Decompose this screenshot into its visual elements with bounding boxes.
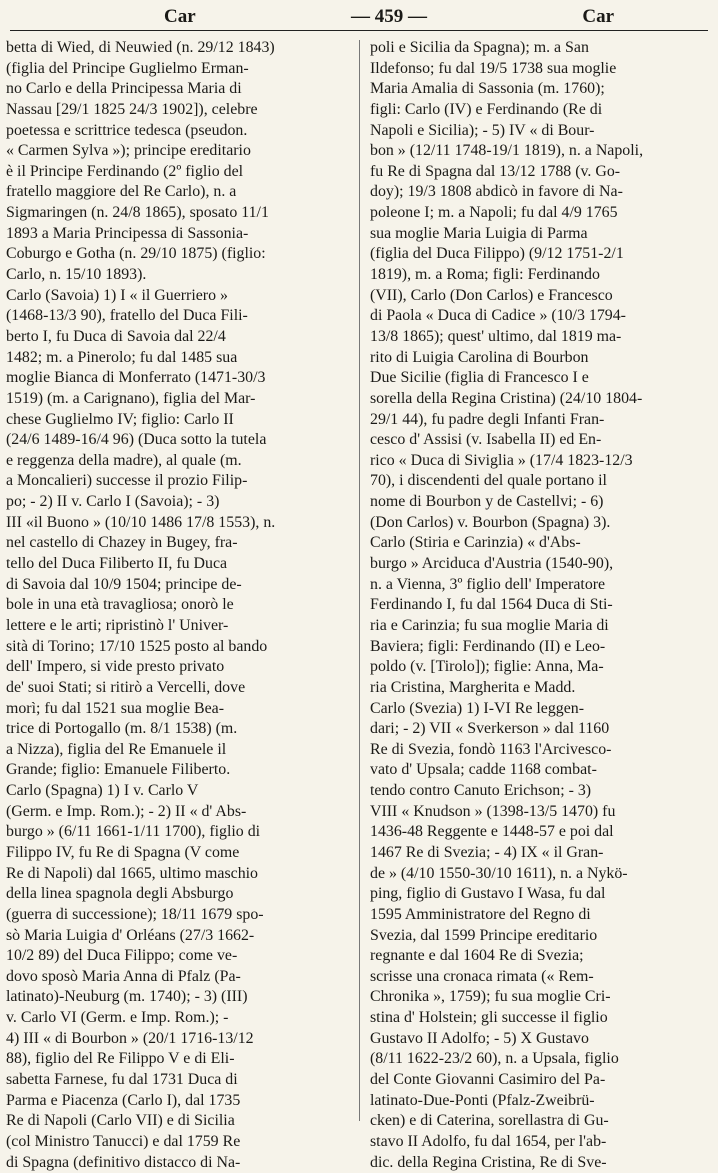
text-line: Chronika », 1759); fu sua moglie Cri- <box>370 988 611 1006</box>
text-line: sua moglie Maria Luigia di Parma <box>370 224 588 242</box>
text-line: Parma e Piacenza (Carlo I), dal 1735 <box>6 1091 241 1109</box>
text-line: dic. della Regina Cristina, Re di Sve- <box>370 1153 607 1171</box>
text-line: rito di Luigia Carolina di Bourbon <box>370 348 589 366</box>
text-line: Svezia, dal 1599 Principe ereditario <box>370 926 598 944</box>
text-line: lettere e le arti; ripristinò l' Univer- <box>6 616 229 634</box>
text-line: berto I, fu Duca di Savoia dal 22/4 <box>6 327 226 345</box>
text-line: 1893 a Maria Principessa di Sassonia- <box>6 224 249 242</box>
text-line: rico « Duca di Siviglia » (17/4 1823-12/3 <box>370 451 633 469</box>
text-line: 1595 Amministratore del Regno di <box>370 905 591 923</box>
text-line: Baviera; figli: Ferdinando (II) e Leo- <box>370 637 606 655</box>
text-line: scrisse una cronaca rimata (« Rem- <box>370 967 594 985</box>
text-line: fratello maggiore del Re Carlo), n. a <box>6 183 237 201</box>
text-line: 70), i discendenti del quale portano il <box>370 472 607 490</box>
text-line: nome di Bourbon y de Castellvi; - 6) <box>370 493 604 511</box>
text-line: sità di Torino; 17/10 1525 posto al bando <box>6 637 268 655</box>
text-line: a Moncalieri) successe il prozio Filip- <box>6 472 248 490</box>
text-line: nel castello di Chazey in Bugey, fra- <box>6 534 238 552</box>
text-line: betta di Wied, di Neuwied (n. 29/12 1843) <box>6 39 275 56</box>
text-line: chese Guglielmo IV; figlio: Carlo II <box>6 410 234 428</box>
text-line: (Don Carlos) v. Bourbon (Spagna) 3). <box>370 513 611 531</box>
text-line: stavo II Adolfo, fu dal 1654, per l'ab- <box>370 1132 607 1150</box>
text-line: « Carmen Sylva »); principe ereditario <box>6 142 251 160</box>
text-line: 1819), m. a Roma; figli: Ferdinando <box>370 266 600 284</box>
text-line: de' suoi Stati; si ritirò a Vercelli, dove <box>6 678 246 696</box>
text-line: 13/8 1865); quest' ultimo, dal 1819 ma- <box>370 327 622 345</box>
text-line: dovo sposò Maria Anna di Pfalz (Pa- <box>6 967 241 985</box>
text-line: 1482; m. a Pinerolo; fu dal 1485 sua <box>6 348 238 366</box>
text-line: 1436-48 Reggente e 1448-57 e poi dal <box>370 823 614 841</box>
text-line: Re di Napoli (Carlo VII) e di Sicilia <box>6 1112 235 1130</box>
entry-heading-line: Carlo (Savoia) 1) I « il Guerriero » <box>6 286 228 304</box>
text-line: Filippo IV, fu Re di Spagna (V come <box>6 843 240 861</box>
text-line: dell' Impero, si vide presto privato <box>6 658 225 676</box>
text-line: poldo (v. [Tirolo]); figlie: Anna, Ma- <box>370 658 604 676</box>
text-line: 1519) (m. a Carignano), figlia del Mar- <box>6 389 256 407</box>
text-line: tendo contro Canuto Erichson; - 3) <box>370 782 592 800</box>
text-line: Gustavo II Adolfo; - 5) X Gustavo <box>370 1029 589 1047</box>
text-line: a Nizza), figlia del Re Emanuele il <box>6 740 227 758</box>
text-line: Coburgo e Gotha (n. 29/10 1875) (figlio: <box>6 245 266 263</box>
text-line: bon » (12/11 1748-19/1 1819), n. a Napoli, <box>370 142 644 160</box>
page-header <box>14 6 704 28</box>
text-line: di Paola « Duca di Cadice » (10/3 1794- <box>370 307 626 325</box>
text-line: (guerra di successione); 18/11 1679 spo- <box>6 905 264 923</box>
text-line: n. a Vienna, 3º figlio dell' Imperatore <box>370 575 606 593</box>
text-line: ria Cristina, Margherita e Madd. <box>370 678 576 696</box>
text-line: regnante e dal 1604 Re di Svezia; <box>370 947 584 965</box>
text-line: di Spagna (definitivo distacco di Na- <box>6 1153 241 1171</box>
text-line: bole in una età travagliosa; onorò le <box>6 596 234 614</box>
page-number: — 459 — <box>351 6 427 27</box>
text-line: Due Sicilie (figlia di Francesco I e <box>370 369 589 387</box>
text-line: è il Principe Ferdinando (2º figlio del <box>6 162 244 180</box>
text-line: cesco d' Assisi (v. Isabella II) ed En- <box>370 431 602 449</box>
text-line: Maria Amalia di Sassonia (m. 1760); <box>370 80 605 98</box>
text-line: 4) III « di Bourbon » (20/1 1716-13/12 <box>6 1029 254 1047</box>
text-line: poleone I; m. a Napoli; fu dal 4/9 1765 <box>370 204 618 222</box>
text-line: 1467 Re di Svezia; - 4) IX « il Gran- <box>370 843 604 861</box>
text-line: Ferdinando I, fu dal 1564 Duca di Sti- <box>370 596 613 614</box>
entry-heading-line: Carlo (Spagna) 1) I v. Carlo V <box>6 782 199 800</box>
text-line: Re di Svezia, fondò 1163 l'Arcivesco- <box>370 740 612 758</box>
text-line: (figlia del Duca Filippo) (9/12 1751-2/1 <box>370 245 624 263</box>
text-line: doy); 19/3 1808 abdicò in favore di Na- <box>370 183 623 201</box>
text-line: 29/1 44), fu padre degli Infanti Fran- <box>370 410 605 428</box>
text-line: Sigmaringen (n. 24/8 1865), sposato 11/1 <box>6 204 269 222</box>
text-line: di Savoia dal 10/9 1504; principe de- <box>6 575 242 593</box>
text-line: sò Maria Luigia d' Orléans (27/3 1662- <box>6 926 255 944</box>
entry-heading-line: Carlo (Stiria e Carinzia) « d'Abs- <box>370 534 581 552</box>
text-line: burgo » (6/11 1661-1/11 1700), figlio di <box>6 823 261 841</box>
header-rule <box>10 30 708 31</box>
text-line: poetessa e scrittrice tedesca (pseudon. <box>6 121 248 139</box>
text-line: 88), figlio del Re Filippo V e di Eli- <box>6 1050 235 1068</box>
left-column <box>6 38 352 1173</box>
text-line: sorella della Regina Cristina) (24/10 1804- <box>370 389 643 407</box>
header-left-guideword: Car <box>164 6 196 27</box>
text-line: no Carlo e della Principessa Maria di <box>6 80 242 98</box>
text-line: e reggenza della madre), al quale (m. <box>6 451 242 469</box>
text-line: (1468-13/3 90), fratello del Duca Fili- <box>6 307 248 325</box>
text-line: III «il Buono » (10/10 1486 17/8 1553), n. <box>6 513 276 531</box>
text-line: v. Carlo VI (Germ. e Imp. Rom.); - <box>6 1009 229 1027</box>
text-line: della linea spagnola degli Absburgo <box>6 885 234 903</box>
text-line: burgo » Arciduca d'Austria (1540-90), <box>370 555 614 573</box>
text-line: cken) e di Caterina, sorellastra di Gu- <box>370 1112 609 1130</box>
text-line: VIII « Knudson » (1398-13/5 1470) fu <box>370 802 616 820</box>
text-line: Grande; figlio: Emanuele Filiberto. <box>6 761 231 779</box>
text-line: ria e Carinzia; fu sua moglie Maria di <box>370 616 609 634</box>
text-line: (24/6 1489-16/4 96) (Duca sotto la tutela <box>6 431 267 449</box>
text-line: (figlia del Principe Guglielmo Erman- <box>6 59 249 77</box>
text-line: vato d' Upsala; cadde 1168 combat- <box>370 761 597 779</box>
text-line: dari; - 2) VII « Sverkerson » dal 1160 <box>370 720 610 738</box>
text-line: latinato-Due-Ponti (Pfalz-Zweibrü- <box>370 1091 595 1109</box>
text-line: de » (4/10 1550-30/10 1611), n. a Nykö- <box>370 864 628 882</box>
text-line: (col Ministro Tanucci) e dal 1759 Re <box>6 1132 241 1150</box>
text-line: stina d' Holstein; gli successe il figlio <box>370 1009 608 1027</box>
text-line: poli e Sicilia da Spagna); m. a San <box>370 39 589 56</box>
text-line: fu Re di Spagna dal 13/12 1788 (v. Go- <box>370 162 621 180</box>
text-line: del Conte Giovanni Casimiro del Pa- <box>370 1071 606 1089</box>
text-line: Re di Napoli) dal 1665, ultimo maschio <box>6 864 259 882</box>
text-line: (Germ. e Imp. Rom.); - 2) II « d' Abs- <box>6 802 247 820</box>
text-line: Nassau [29/1 1825 24/3 1902]), celebre <box>6 100 258 118</box>
text-line: (VII), Carlo (Don Carlos) e Francesco <box>370 286 613 304</box>
text-line: ping, figlio di Gustavo I Wasa, fu dal <box>370 885 606 903</box>
text-line: sabetta Farnese, fu dal 1731 Duca di <box>6 1071 238 1089</box>
text-line: morì; fu dal 1521 sua moglie Bea- <box>6 699 225 717</box>
right-column <box>370 38 716 1173</box>
text-line: (8/11 1622-23/2 60), n. a Upsala, figlio <box>370 1050 619 1068</box>
text-line: figli: Carlo (IV) e Ferdinando (Re di <box>370 100 603 118</box>
text-line: trice di Portogallo (m. 8/1 1538) (m. <box>6 720 238 738</box>
text-line: 10/2 89) del Duca Filippo; come ve- <box>6 947 238 965</box>
text-line: tello del Duca Filiberto II, fu Duca <box>6 555 228 573</box>
text-line: Ildefonso; fu dal 19/5 1738 sua moglie <box>370 59 617 77</box>
entry-heading-line: Carlo (Svezia) 1) I-VI Re leggen- <box>370 699 584 717</box>
text-line: Carlo, n. 15/10 1893). <box>6 266 147 284</box>
text-line: po; - 2) II v. Carlo I (Savoia); - 3) <box>6 493 220 511</box>
text-line: Napoli e Sicilia); - 5) IV « di Bour- <box>370 121 595 139</box>
header-right-guideword: Car <box>582 6 614 27</box>
text-line: moglie Bianca di Monferrato (1471-30/3 <box>6 369 266 387</box>
column-divider <box>359 40 360 1121</box>
text-line: latinato)-Neuburg (m. 1740); - 3) (III) <box>6 988 248 1006</box>
